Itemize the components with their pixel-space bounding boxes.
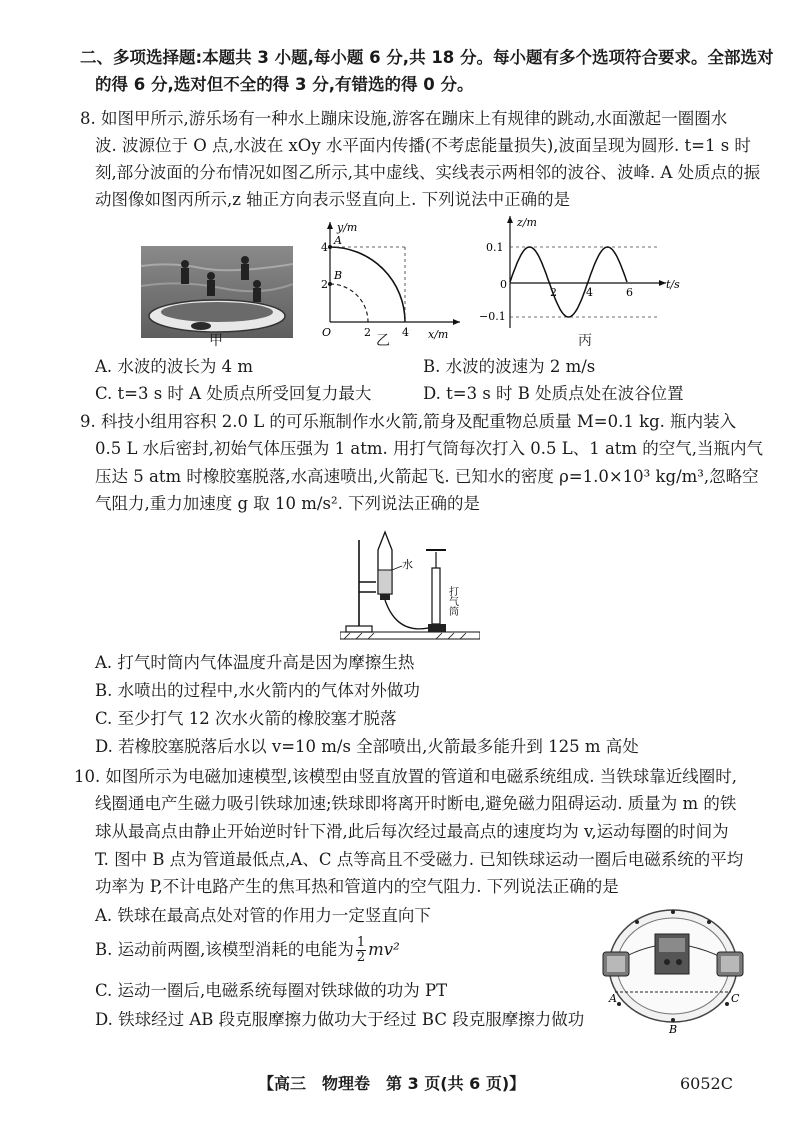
fig-yi-tick-y2: 2	[321, 278, 328, 291]
q9-stem-line-1: 9. 科技小组用容积 2.0 L 的可乐瓶制作水火箭,箭身及配重物总质量 M=0.1 kg. 瓶内装入	[80, 412, 737, 431]
q10-stem-line-2: 线圈通电产生磁力吸引铁球加速;铁球即将离开时断电,避免磁力阻碍运动. 质量为 m 的铁	[95, 794, 737, 813]
q10-stem-line-4: T. 图中 B 点为管道最低点,A、C 点等高且不受磁力. 已知铁球运动一圈后电磁系统的平均	[95, 850, 744, 869]
fig-yi-tick-x4: 4	[402, 326, 409, 339]
fig-bing-ylabel: z/m	[517, 216, 537, 229]
q10-option-b[interactable]	[95, 936, 400, 972]
q8-option-d[interactable]: D. t=3 s 时 B 处质点处在波谷位置	[423, 384, 684, 403]
footer-page-info: 【高三 物理卷 第 3 页(共 6 页)】	[258, 1074, 526, 1093]
fraction-numerator: 1	[356, 935, 366, 950]
q10-option-d[interactable]: D. 铁球经过 AB 段克服摩擦力做功大于经过 BC 段克服摩擦力做功	[95, 1010, 585, 1029]
fig-yi-caption: 乙	[376, 333, 390, 349]
q9-option-c[interactable]: C. 至少打气 12 次水火箭的橡胶塞才脱落	[95, 709, 397, 728]
q9-option-a[interactable]: A. 打气时筒内气体温度升高是因为摩擦生热	[95, 653, 415, 672]
q8-stem-line-3: 刻,部分波面的分布情况如图乙所示,其中虚线、实线表示两相邻的波谷、波峰. A 处质点的振	[95, 163, 761, 182]
q10-option-a[interactable]: A. 铁球在最高点处对管的作用力一定竖直向下	[95, 906, 431, 925]
q10-option-b-suffix: mv²	[368, 940, 400, 959]
q10-stem-line-3: 球从最高点由静止开始逆时针下滑,此后每次经过最高点的速度均为 v,运动每圈的时间为	[95, 822, 729, 841]
fig-water-rocket	[340, 528, 480, 644]
fig-yi-wave-fronts	[300, 214, 470, 344]
q10-option-b-prefix: B. 运动前两圈,该模型消耗的电能为	[95, 940, 354, 959]
section-header-line-1: 二、多项选择题:本题共 3 小题,每小题 6 分,共 18 分。每小题有多个选项符合要求。全部选对	[80, 48, 774, 67]
section-header-line-2: 的得 6 分,选对但不全的得 3 分,有错选的得 0 分。	[95, 75, 474, 94]
q8-option-b[interactable]: B. 水波的波速为 2 m/s	[423, 357, 596, 376]
fig-yi-ylabel: y/m	[337, 221, 358, 234]
fraction-denominator: 2	[356, 950, 366, 965]
footer-code: 6052C	[680, 1074, 733, 1093]
fig-em-label-a: A	[609, 992, 617, 1005]
fig-bing-tick-t6: 6	[626, 286, 633, 299]
q10-option-c[interactable]: C. 运动一圈后,电磁系统每圈对铁球做的功为 PT	[95, 981, 448, 1000]
fig-bing-caption: 丙	[578, 333, 592, 349]
fig-yi-point-a: A	[334, 234, 342, 247]
fig-bing-xlabel: t/s	[666, 278, 680, 291]
q8-option-a[interactable]: A. 水波的波长为 4 m	[95, 357, 254, 376]
q10-stem-line-5: 功率为 P,不计电路产生的焦耳热和管道内的空气阻力. 下列说法正确的是	[95, 877, 619, 896]
page-footer	[0, 1073, 800, 1097]
q8-stem-line-4: 动图像如图丙所示,z 轴正方向表示竖直向上. 下列说法中正确的是	[95, 190, 571, 209]
q8-stem-line-2: 波. 波源位于 O 点,水波在 xOy 水平面内传播(不考虑能量损失),波面呈现为圆形. t=1 s 时	[95, 136, 751, 155]
q9-stem-line-3: 压达 5 atm 时橡胶塞脱落,水高速喷出,火箭起飞. 已知水的密度 ρ=1.0×10³ kg/m³,忽略空	[95, 467, 759, 486]
fig-bing-tick-t4: 4	[586, 286, 593, 299]
fig-em-accelerator	[597, 906, 753, 1036]
q9-option-b[interactable]: B. 水喷出的过程中,水火箭内的气体对外做功	[95, 681, 420, 700]
q8-stem-line-1: 8. 如图甲所示,游乐场有一种水上蹦床设施,游客在蹦床上有规律的跳动,水面激起一圈圈水	[80, 109, 728, 128]
fig-yi-tick-y4: 4	[321, 241, 328, 254]
q9-stem-line-4: 气阻力,重力加速度 g 取 10 m/s². 下列说法正确的是	[95, 494, 481, 513]
fig-pump-label: 打气筒	[446, 586, 458, 616]
fig-yi-tick-x2: 2	[364, 326, 371, 339]
fig-water-label: 水	[402, 558, 413, 571]
q10-stem-line-1: 10. 如图所示为电磁加速模型,该模型由竖直放置的管道和电磁系统组成. 当铁球靠近线圈时,	[74, 767, 737, 786]
fig-bing-tick-t2: 2	[550, 286, 557, 299]
fig-bing-vibration-graph	[480, 210, 690, 332]
fig-yi-origin: O	[322, 326, 332, 339]
fig-yi-point-b: B	[334, 269, 343, 282]
fig-bing-tick-neg: −0.1	[480, 310, 506, 323]
q8-option-c[interactable]: C. t=3 s 时 A 处质点所受回复力最大	[95, 384, 372, 403]
fig-yi-xlabel: x/m	[428, 328, 449, 341]
fig-jia-photo	[141, 246, 293, 338]
q9-option-d[interactable]: D. 若橡胶塞脱落后水以 v=10 m/s 全部喷出,火箭最多能升到 125 m 高处	[95, 737, 639, 756]
q10-option-b-fraction	[356, 936, 366, 965]
q9-stem-line-2: 0.5 L 水后密封,初始气体压强为 1 atm. 用打气筒每次打入 0.5 L、1 atm 的空气,当瓶内气	[95, 439, 764, 458]
fig-em-label-c: C	[731, 992, 740, 1005]
fig-em-label-b: B	[669, 1023, 678, 1036]
fig-jia-caption: 甲	[209, 333, 223, 349]
fig-bing-origin: 0	[500, 278, 507, 291]
fig-bing-tick-pos: 0.1	[486, 241, 504, 254]
